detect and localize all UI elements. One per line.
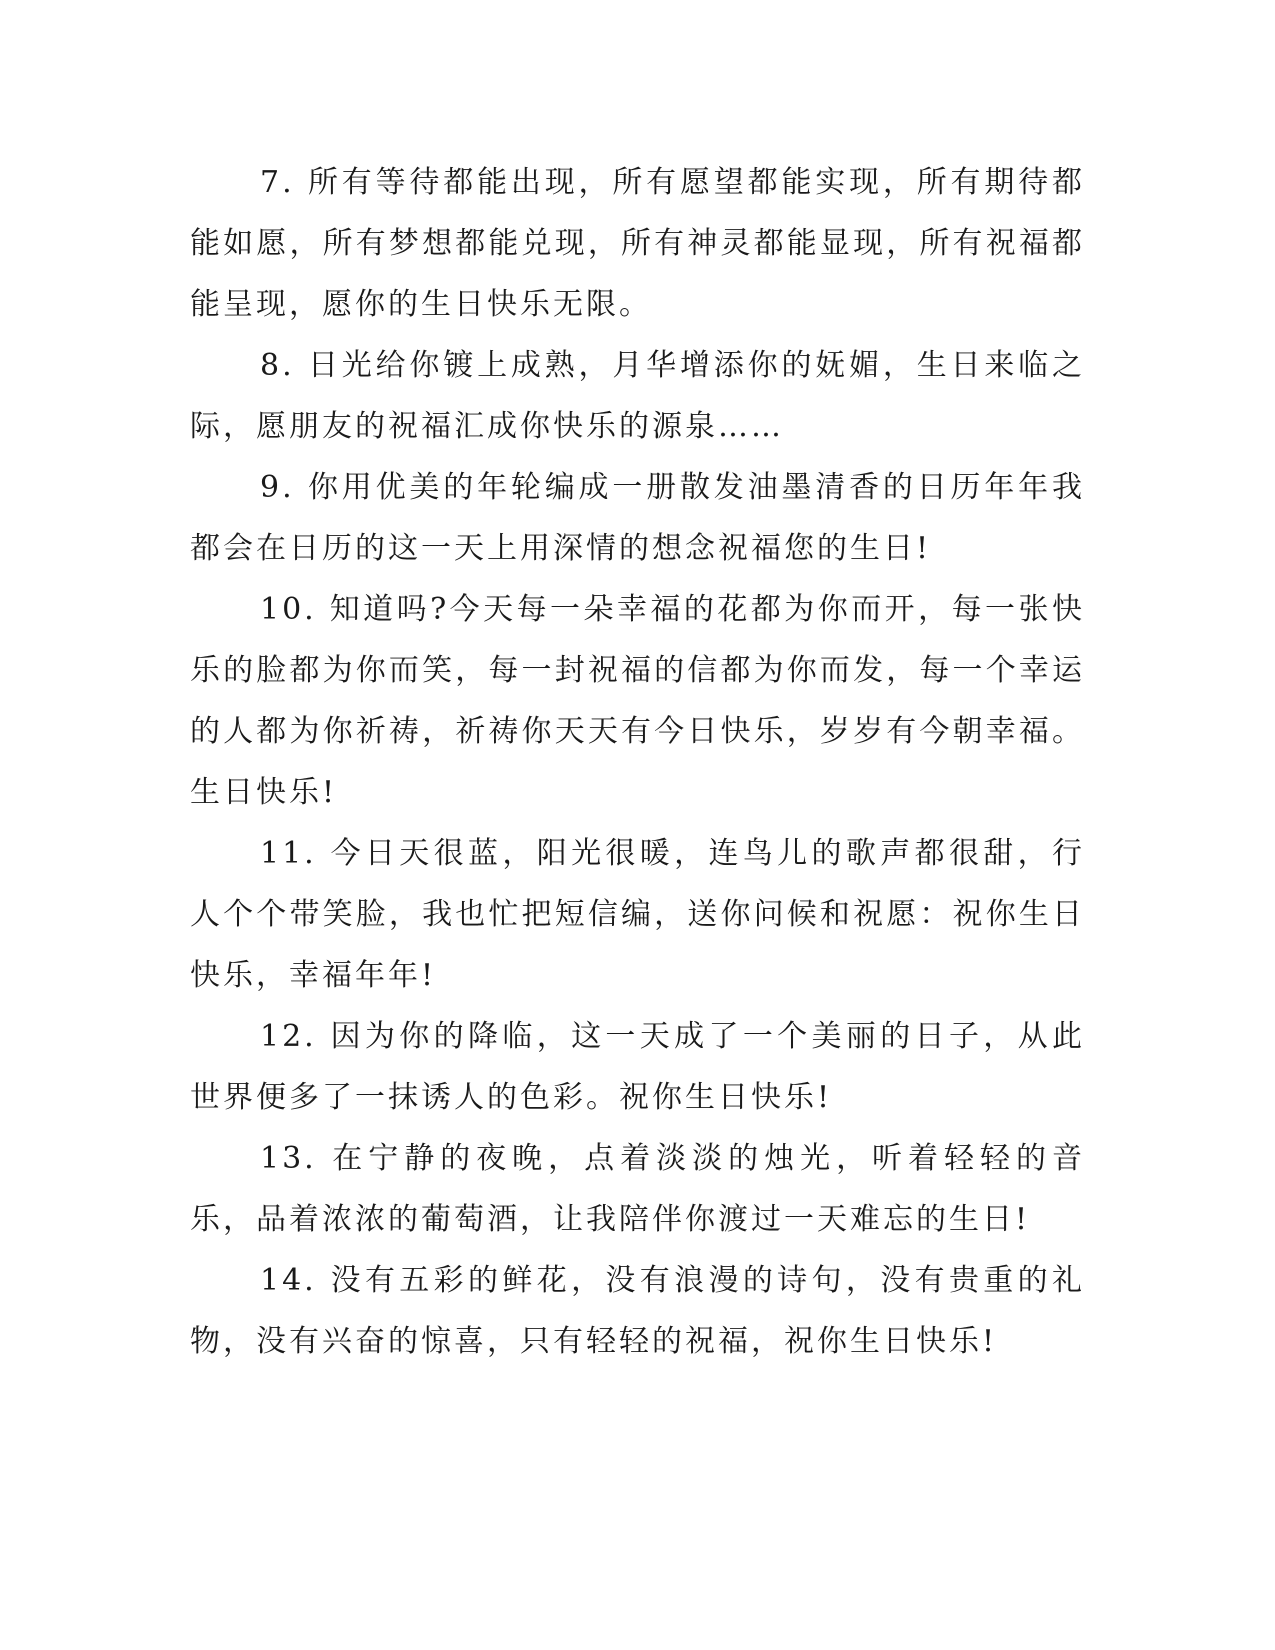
document-body (190, 152, 1085, 1372)
paragraph-10: 10. 知道吗?今天每一朵幸福的花都为你而开，每一张快乐的脸都为你而笑，每一封祝福的信都为你而发，每一个幸运的人都为你祈祷，祈祷你天天有今日快乐，岁岁有今朝幸福。生日快乐! (190, 592, 1085, 810)
paragraph-11: 11. 今日天很蓝，阳光很暖，连鸟儿的歌声都很甜，行人个个带笑脸，我也忙把短信编，送你问候和祝愿：祝你生日快乐，幸福年年! (190, 836, 1085, 993)
paragraph-8: 8. 日光给你镀上成熟，月华增添你的妩媚，生日来临之际，愿朋友的祝福汇成你快乐的源泉…… (190, 348, 1085, 444)
paragraph-7: 7. 所有等待都能出现，所有愿望都能实现，所有期待都能如愿，所有梦想都能兑现，所有神灵都能显现，所有祝福都能呈现，愿你的生日快乐无限。 (190, 165, 1085, 322)
paragraph-12: 12. 因为你的降临，这一天成了一个美丽的日子，从此世界便多了一抹诱人的色彩。祝你生日快乐! (190, 1019, 1085, 1115)
paragraph-14: 14. 没有五彩的鲜花，没有浪漫的诗句，没有贵重的礼物，没有兴奋的惊喜，只有轻轻的祝福，祝你生日快乐! (190, 1263, 1085, 1359)
paragraph-13: 13. 在宁静的夜晚，点着淡淡的烛光，听着轻轻的音乐，品着浓浓的葡萄酒，让我陪伴你渡过一天难忘的生日! (190, 1141, 1085, 1237)
paragraph-9: 9. 你用优美的年轮编成一册散发油墨清香的日历年年我都会在日历的这一天上用深情的想念祝福您的生日! (190, 470, 1085, 566)
